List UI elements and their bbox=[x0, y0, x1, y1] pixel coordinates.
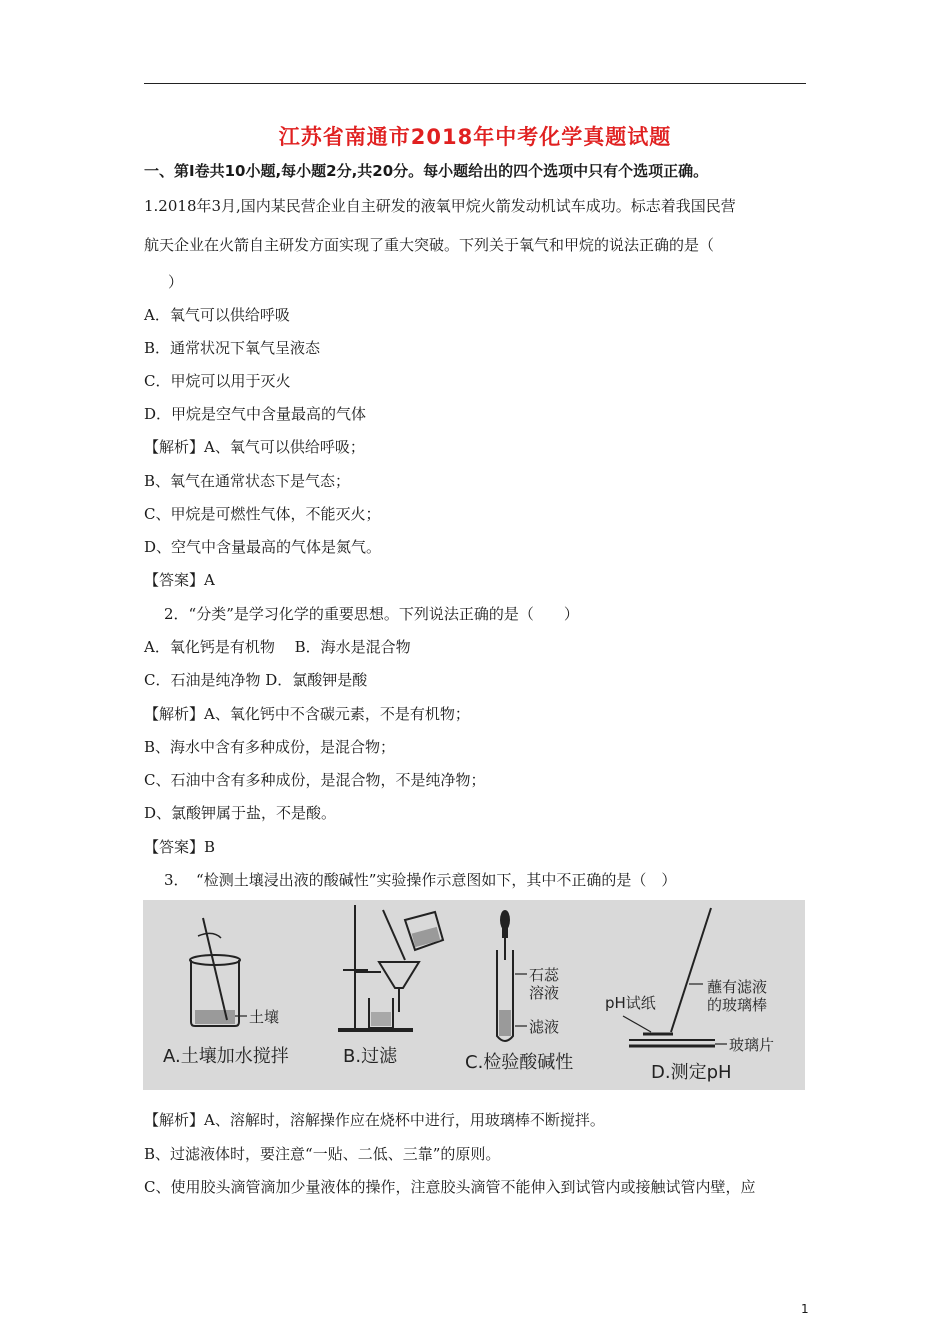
q1-option-b: B．通常状况下氧气呈液态 bbox=[144, 339, 321, 357]
q2-analysis-3: C、石油中含有多种成份，是混合物，不是纯净物； bbox=[144, 771, 486, 789]
q2-analysis-4: D、氯酸钾属于盐，不是酸。 bbox=[144, 804, 337, 822]
page-title: 江苏省南通市2018年中考化学真题试题 bbox=[278, 125, 672, 149]
q1-stem-line-2: 航天企业在火箭自主研发方面实现了重大突破。下列关于氧气和甲烷的说法正确的是（ bbox=[144, 236, 715, 254]
q1-stem-line-1: 1.2018年3月,国内某民营企业自主研发的液氧甲烷火箭发动机试车成功。标志着我国民营 bbox=[144, 197, 736, 215]
q2-options-line-1: A．氧化钙是有机物 B．海水是混合物 bbox=[144, 638, 411, 656]
q2-analysis-1: 【解析】A、氧化钙中不含碳元素，不是有机物； bbox=[144, 705, 470, 723]
q3-stem: 3． “检测土壤浸出液的酸碱性”实验操作示意图如下，其中不正确的是（ ） bbox=[164, 871, 677, 889]
q1-analysis-4: D、空气中含量最高的气体是氮气。 bbox=[144, 538, 382, 556]
q3-analysis-1: 【解析】A、溶解时，溶解操作应在烧杯中进行，用玻璃棒不断搅拌。 bbox=[144, 1111, 605, 1129]
q2-options-line-2: C．石油是纯净物 D．氯酸钾是酸 bbox=[144, 671, 368, 689]
q3-analysis-3: C、使用胶头滴管滴加少量液体的操作，注意胶头滴管不能伸入到试管内或接触试管内壁，应 bbox=[144, 1178, 756, 1196]
ph-test-illustration bbox=[623, 908, 727, 1046]
caption-a: A.土壤加水搅拌 bbox=[163, 1046, 289, 1067]
q1-analysis-1: 【解析】A、氧气可以供给呼吸； bbox=[144, 438, 365, 456]
label-glass: 玻璃片 bbox=[729, 1036, 775, 1054]
q1-analysis-2: B、氧气在通常状态下是气态； bbox=[144, 472, 351, 490]
q1-stem-line-3: ） bbox=[168, 273, 184, 291]
q3-analysis-2: B、过滤液体时，要注意“一贴、二低、三靠”的原则。 bbox=[144, 1145, 501, 1163]
filtration-illustration bbox=[338, 905, 443, 1030]
label-rod-1: 蘸有滤液 bbox=[707, 978, 768, 996]
caption-c: C.检验酸碱性 bbox=[465, 1052, 574, 1073]
page-number: 1 bbox=[801, 1302, 809, 1316]
q2-analysis-2: B、海水中含有多种成份，是混合物； bbox=[144, 738, 396, 756]
label-solution: 溶液 bbox=[529, 984, 560, 1002]
caption-b: B.过滤 bbox=[343, 1046, 398, 1067]
q3-experiment-figure bbox=[143, 900, 805, 1090]
label-litmus: 石蕊 bbox=[529, 966, 560, 984]
label-filtrate: 滤液 bbox=[529, 1018, 560, 1036]
q1-option-c: C．甲烷可以用于灭火 bbox=[144, 372, 291, 390]
caption-d: D.测定pH bbox=[651, 1062, 732, 1083]
q2-answer: 【答案】B bbox=[144, 838, 216, 856]
q1-analysis-3: C、甲烷是可燃性气体，不能灭火； bbox=[144, 505, 381, 523]
q2-stem: 2．“分类”是学习化学的重要思想。下列说法正确的是（ ） bbox=[164, 605, 579, 623]
label-rod-2: 的玻璃棒 bbox=[707, 996, 768, 1014]
header-rule bbox=[144, 83, 806, 84]
q1-answer: 【答案】A bbox=[144, 571, 215, 589]
beaker-stirring-illustration bbox=[190, 918, 247, 1026]
q1-option-d: D．甲烷是空气中含量最高的气体 bbox=[144, 405, 367, 423]
section-header: 一、第Ⅰ卷共10小题,每小题2分,共20分。每小题给出的四个选项中只有个选项正确。 bbox=[144, 162, 709, 180]
label-soil: 土壤 bbox=[249, 1008, 280, 1026]
q1-option-a: A．氧气可以供给呼吸 bbox=[144, 306, 290, 324]
test-tube-illustration bbox=[497, 911, 527, 1041]
label-ph-paper: pH试纸 bbox=[605, 994, 656, 1012]
